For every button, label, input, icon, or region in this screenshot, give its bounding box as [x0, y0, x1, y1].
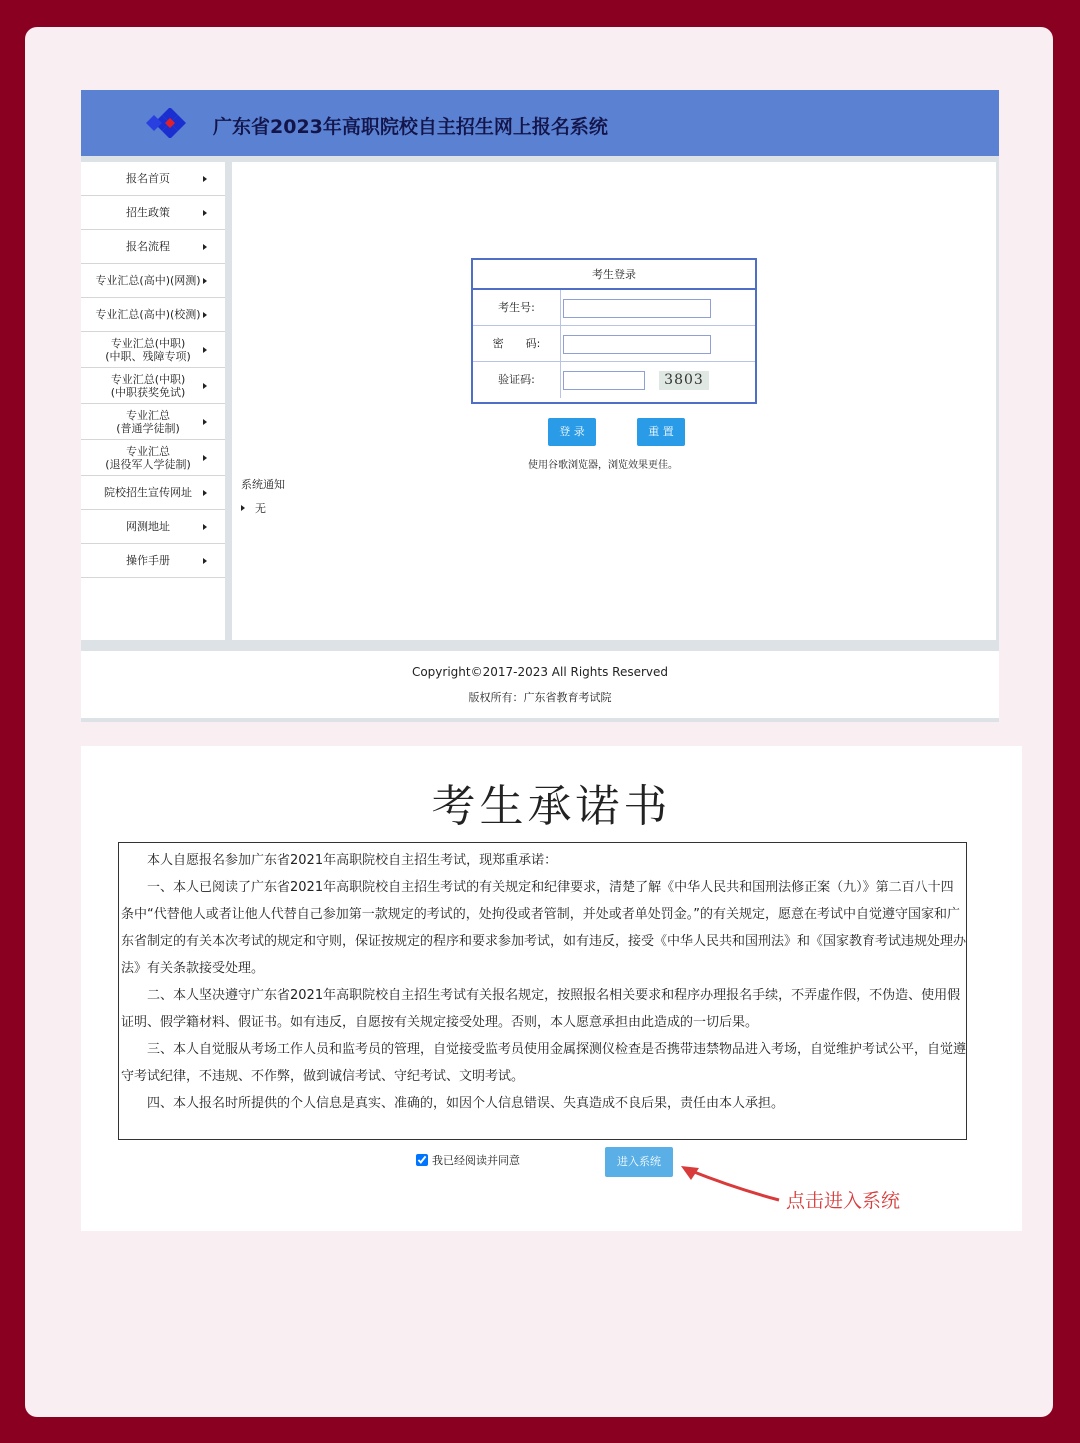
sidebar-item-label: 报名流程	[126, 240, 170, 253]
sidebar-item-majors-highschool-campus[interactable]	[81, 298, 225, 332]
sidebar-item-manual[interactable]	[81, 544, 225, 578]
label-line-1: 专业汇总	[126, 408, 170, 422]
caret-right-icon	[203, 347, 207, 353]
login-title: 考生登录	[473, 260, 755, 290]
notice-item[interactable]	[241, 500, 266, 516]
captcha-row	[473, 362, 755, 398]
caret-right-icon	[203, 176, 207, 182]
pledge-paragraph: 本人自愿报名参加广东省2021年高职院校自主招生考试，现郑重承诺：	[147, 853, 558, 868]
sidebar-item-school-links[interactable]	[81, 476, 225, 510]
label-line-2: (普通学徒制)	[116, 421, 180, 435]
notice-title: 系统通知	[241, 478, 285, 491]
label-line-2: (退役军人学徒制)	[105, 457, 191, 471]
sidebar-item-label	[105, 337, 191, 363]
password-row	[473, 326, 755, 362]
sidebar	[81, 162, 225, 640]
bullet-triangle-icon	[241, 505, 245, 511]
sidebar-item-label: 网测地址	[126, 520, 170, 533]
portal-header	[81, 90, 999, 156]
red-arrow-icon	[679, 1164, 781, 1204]
label-line-1: 专业汇总	[126, 444, 170, 458]
browser-tip: 使用谷歌浏览器，浏览效果更佳。	[528, 460, 678, 471]
sidebar-item-process[interactable]	[81, 230, 225, 264]
footer	[81, 651, 999, 718]
main-panel	[232, 162, 996, 640]
sidebar-item-majors-vocational-special[interactable]	[81, 332, 225, 368]
reset-button[interactable]: 重 置	[637, 418, 685, 446]
sidebar-item-home[interactable]	[81, 162, 225, 196]
pledge-heading: 考生承诺书	[431, 781, 672, 832]
pledge-paragraph: 三、本人自觉服从考场工作人员和监考员的管理，自觉接受监考员使用金属探测仪检查是否携带违禁物品进入考场，自觉维护考试公平，自觉遵守考试纪律，不违规、不作弊，做到诚信考试、守纪考试、文明考试。	[121, 1042, 967, 1084]
sidebar-item-label: 报名首页	[126, 172, 170, 185]
agree-checkbox-row[interactable]	[416, 1152, 520, 1168]
portal-screenshot	[81, 90, 999, 722]
password-input[interactable]	[563, 335, 711, 354]
sidebar-item-label: 操作手册	[126, 554, 170, 567]
candidate-no-input[interactable]	[563, 299, 711, 318]
captcha-image[interactable]: 3803	[659, 371, 709, 390]
pledge-paragraph: 一、本人已阅读了广东省2021年高职院校自主招生考试的有关规定和纪律要求，清楚了解《中华人民共和国刑法修正案（九）》第二百八十四条中“代替他人或者让他人代替自己参加第一款规定的考试的，处拘役或者管制，并处或者单处罚金。”的有关规定，愿意在考试中自觉遵守国家和广东省制定的有关本次考试的规定和守则，保证按规定的程序和要求参加考试，如有违反，接受《中华人民共和国刑法》和《国家教育考试违规处理办法》有关条款接受处理。	[121, 880, 967, 976]
label-line-2: (中职获奖免试)	[110, 385, 186, 399]
pledge-screenshot	[81, 746, 1022, 1231]
caret-right-icon	[203, 455, 207, 461]
caret-right-icon	[203, 244, 207, 250]
annotation-text: 点击进入系统	[786, 1190, 901, 1212]
agree-checkbox[interactable]	[416, 1154, 428, 1166]
candidate-no-row	[473, 290, 755, 326]
password-label: 密 码:	[473, 326, 561, 361]
label-line-1: 专业汇总(中职)	[110, 372, 186, 386]
sidebar-item-label: 专业汇总(高中)(校测)	[95, 308, 201, 321]
label-line-1: 专业汇总(中职)	[110, 336, 186, 350]
sidebar-item-majors-apprentice[interactable]	[81, 404, 225, 440]
sidebar-item-online-test[interactable]	[81, 510, 225, 544]
copyright-text: Copyright©2017-2023 All Rights Reserved	[411, 665, 669, 679]
pledge-paragraph: 四、本人报名时所提供的个人信息是真实、准确的，如因个人信息错误、失真造成不良后果，责任由本人承担。	[147, 1096, 785, 1111]
sidebar-item-policy[interactable]	[81, 196, 225, 230]
sidebar-item-label	[111, 373, 186, 399]
caret-right-icon	[203, 278, 207, 284]
caret-right-icon	[203, 490, 207, 496]
sidebar-item-label: 院校招生宣传网址	[104, 486, 192, 499]
pledge-text-box	[118, 842, 967, 1140]
owner-text: 版权所有：广东省教育考试院	[468, 691, 612, 704]
sidebar-item-majors-vocational-award[interactable]	[81, 368, 225, 404]
agree-label: 我已经阅读并同意	[432, 1154, 520, 1167]
captcha-label: 验证码:	[473, 362, 561, 398]
candidate-no-label: 考生号:	[473, 290, 561, 325]
notice-item-text: 无	[255, 502, 266, 515]
sidebar-item-label: 专业汇总(高中)(网测)	[95, 274, 201, 287]
caret-right-icon	[203, 558, 207, 564]
caret-right-icon	[203, 524, 207, 530]
portal-title: 广东省2023年高职院校自主招生网上报名系统	[213, 116, 608, 138]
enter-system-button[interactable]: 进入系统	[605, 1147, 673, 1177]
pledge-paragraph: 二、本人坚决遵守广东省2021年高职院校自主招生考试有关报名规定，按照报名相关要求和程序办理报名手续，不弄虚作假，不伪造、使用假证明、假学籍材料、假证书。如有违反，自愿按有关规定接受处理。否则，本人愿意承担由此造成的一切后果。	[121, 988, 961, 1030]
diamond-logo-icon	[145, 108, 195, 138]
sidebar-item-label: 招生政策	[126, 206, 170, 219]
caret-right-icon	[203, 312, 207, 318]
sidebar-item-label	[105, 445, 191, 471]
sidebar-item-majors-veteran-apprentice[interactable]	[81, 440, 225, 476]
login-button[interactable]: 登 录	[548, 418, 596, 446]
caret-right-icon	[203, 210, 207, 216]
caret-right-icon	[203, 419, 207, 425]
sidebar-item-majors-highschool-online[interactable]	[81, 264, 225, 298]
login-form	[471, 258, 757, 404]
label-line-2: (中职、残障专项)	[105, 349, 191, 363]
caret-right-icon	[203, 383, 207, 389]
captcha-input[interactable]	[563, 371, 645, 390]
sidebar-item-label	[116, 409, 180, 435]
